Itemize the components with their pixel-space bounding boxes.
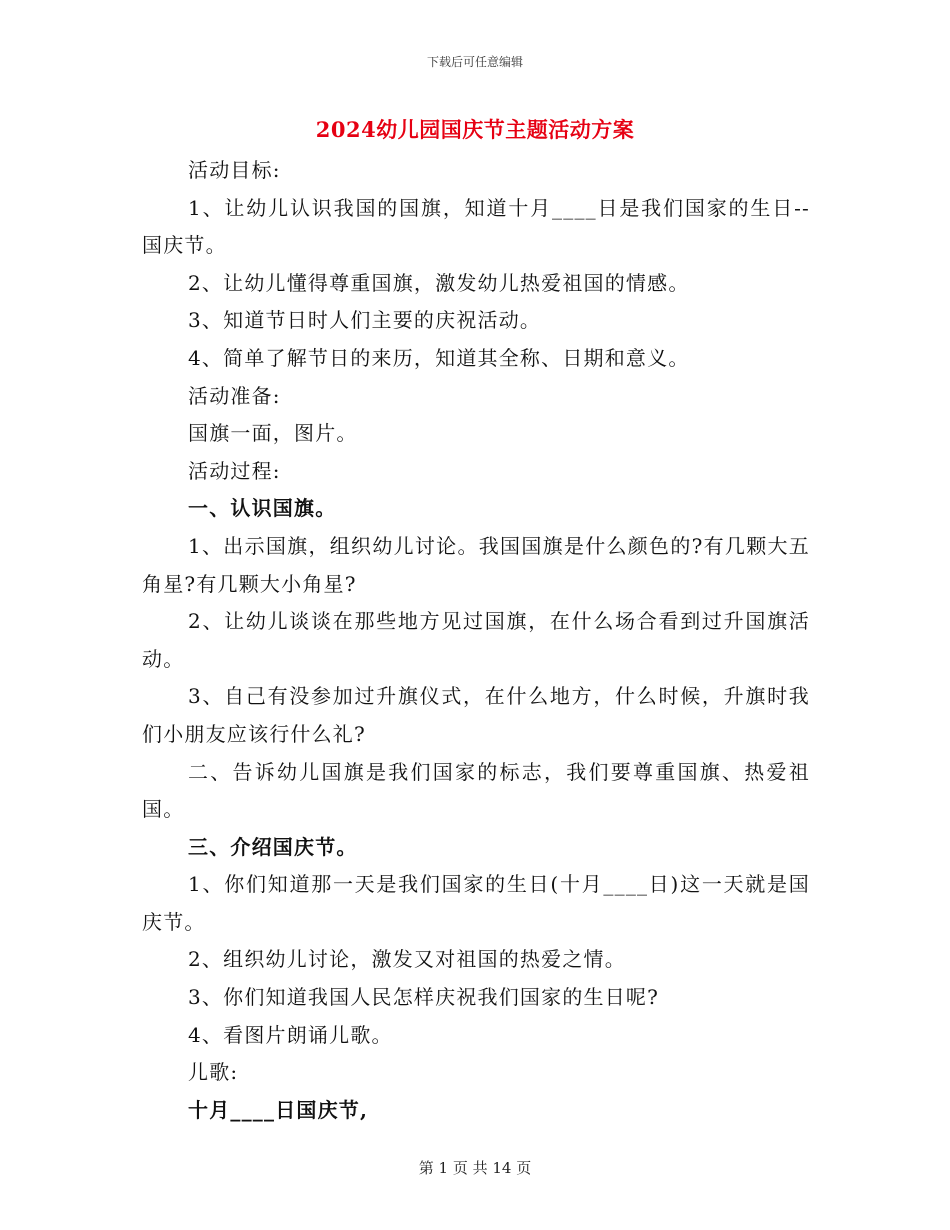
body-paragraph: 3、知道节日时人们主要的庆祝活动。 xyxy=(188,308,542,333)
body-paragraph: 2、让幼儿懂得尊重国旗，激发幼儿热爱祖国的情感。 xyxy=(188,270,690,295)
body-paragraph: 1、让幼儿认识我国的国旗，知道十月____日是我们国家的生日--国庆节。 xyxy=(142,195,810,258)
body-paragraph: 活动目标: xyxy=(188,158,281,182)
section-heading: 一、认识国旗。 xyxy=(188,496,337,521)
body-paragraph: 活动过程: xyxy=(188,458,281,483)
body-paragraph: 活动准备: xyxy=(188,383,281,408)
body-paragraph: 二、告诉幼儿国旗是我们国家的标志，我们要尊重国旗、热爱祖国。 xyxy=(142,759,810,822)
document-title: 2024幼儿园国庆节主题活动方案 xyxy=(315,117,635,142)
body-paragraph: 3、你们知道我国人民怎样庆祝我们国家的生日呢? xyxy=(188,985,660,1010)
body-paragraph: 3、自己有没参加过升旗仪式，在什么地方，什么时候，升旗时我们小朋友应该行什么礼? xyxy=(142,684,810,746)
section-heading: 三、介绍国庆节。 xyxy=(188,834,358,859)
body-paragraph: 1、出示国旗，组织幼儿讨论。我国国旗是什么颜色的?有几颗大五角星?有几颗大小角星? xyxy=(142,533,810,596)
body-paragraph: 2、组织幼儿讨论，激发又对祖国的热爱之情。 xyxy=(188,947,626,972)
page-header-note: 下载后可任意编辑 xyxy=(426,55,523,69)
page-footer: 第 1 页 共 14 页 xyxy=(418,1159,532,1177)
body-paragraph: 1、你们知道那一天是我们国家的生日(十月____日)这一天就是国庆节。 xyxy=(142,872,810,934)
body-paragraph: 儿歌: xyxy=(188,1060,239,1085)
body-paragraph: 4、简单了解节日的来历，知道其全称、日期和意义。 xyxy=(188,345,690,370)
section-heading: 十月____日国庆节, xyxy=(188,1097,369,1122)
body-paragraph: 国旗一面，图片。 xyxy=(188,421,358,446)
body-paragraph: 4、看图片朗诵儿歌。 xyxy=(188,1022,393,1047)
body-paragraph: 2、让幼儿谈谈在那些地方见过国旗，在什么场合看到过升国旗活动。 xyxy=(142,609,810,671)
document-body xyxy=(142,152,810,1129)
